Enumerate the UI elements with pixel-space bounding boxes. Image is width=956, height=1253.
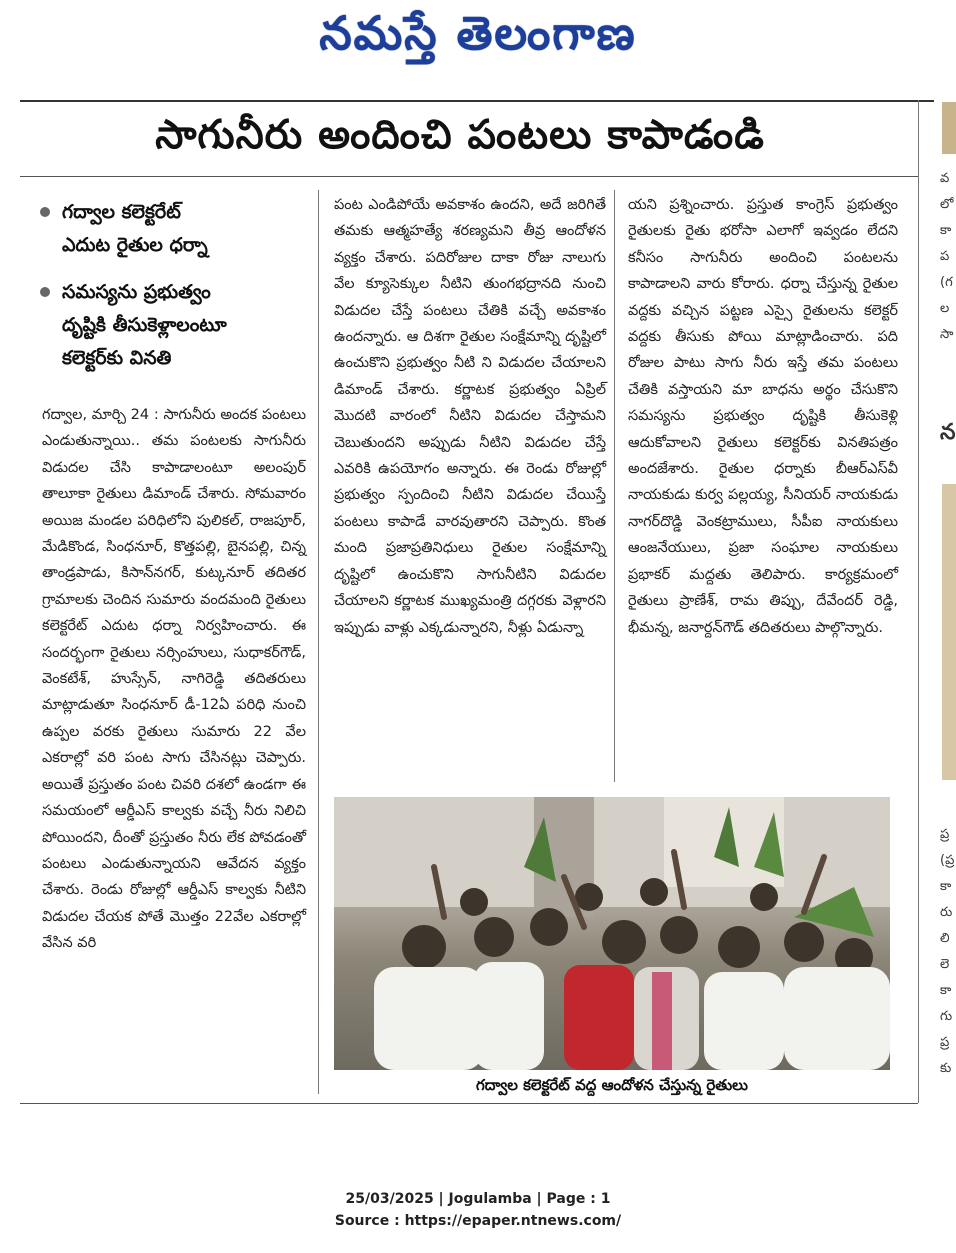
fragment-line: లో <box>940 197 954 212</box>
highlight-text <box>62 196 208 262</box>
column-divider <box>614 190 615 782</box>
highlights <box>40 196 295 389</box>
footer-date-edition: 25/03/2025 | Jogulamba | Page : 1 <box>345 1191 611 1207</box>
fragment-line: (గ <box>940 275 953 290</box>
highlight-line: ఎదుట రైతుల ధర్నా <box>62 234 208 256</box>
fragment-line: ప్ర <box>940 827 950 842</box>
highlight-line: గద్వాల కలెక్టరేట్ <box>62 201 181 223</box>
fragment-line: ప్ర <box>940 1035 950 1050</box>
fragment-line: లె <box>940 957 950 972</box>
adjacent-article-photo <box>942 102 956 154</box>
fragment-line: లి <box>940 931 950 946</box>
masthead: నమస్తే తెలంగాణ <box>319 6 637 60</box>
highlight-item <box>40 196 295 262</box>
adjacent-headline-fragment: న <box>940 420 956 445</box>
news-photo <box>334 797 890 1070</box>
highlight-line: కలెక్టర్‌కు వినతి <box>62 347 172 369</box>
adjacent-article-fragment <box>940 166 953 348</box>
fragment-line: వ <box>940 171 950 186</box>
highlight-item <box>40 276 295 375</box>
fragment-line: ల <box>940 301 950 316</box>
fragment-line: కా <box>940 983 952 998</box>
article-column-3: యని ప్రశ్నించారు. ప్రస్తుత కాంగ్రెస్ ప్రభుత్వం రైతులకు రైతు భరోసా ఎలాగో ఇవ్వడం లేదని కనీసం సాగునీరు అందించి పంటలను కాపాడాలని వారు కోరారు. ధర్నా చేస్తున్న రైతుల వద్దకు వచ్చిన పట్టణ ఎస్సై రైతులను కలెక్టర్ వద్దకు తీసుకు పోయి మాట్లాడించారు. పది రోజుల పాటు సాగు నీరు ఇస్తే తమ పంటలు చేతికి వస్తాయని మా బాధను అర్థం చేసుకొని సమస్యను ప్రభుత్వం దృష్టికి తీసుకెళ్లి ఆదుకోవాలని రైతులు కలెక్టర్‌కు వినతిపత్రం అందజేశారు. రైతుల ధర్నాకు బీఆర్‌ఎస్‌వీ నాయకుడు కుర్వ పల్లయ్య, సీనియర్ నాయకుడు నాగర్‌దొడ్డి వెంకట్రాములు, సీపీఐ నాయకులు ఆంజనేయులు, ప్రజా సంఘాల నాయకులు ప్రభాకర్ మద్దతు తెలిపారు. కార్యక్రమంలో రైతులు ప్రాణేశ్, రామ తిప్పు, దేవేందర్ రెడ్డి, భీమన్న, జనార్దన్‌గౌడ్ తదితరులు పాల్గొన్నారు. <box>628 197 898 636</box>
fragment-line: కా <box>940 223 952 238</box>
highlight-line: సమస్యను ప్రభుత్వం <box>62 281 211 303</box>
fragment-line: సా <box>940 327 954 342</box>
bullet-icon <box>40 287 50 297</box>
photo-caption: గద్వాల కలెక్టరేట్ వద్ద ఆందోళన చేస్తున్న రైతులు <box>476 1076 748 1094</box>
top-rule <box>20 100 934 102</box>
fragment-line: కు <box>940 1061 952 1076</box>
highlight-line: దృష్టికి తీసుకెళ్లాలంటూ <box>62 314 227 336</box>
headline-rule <box>20 176 918 177</box>
bottom-rule <box>20 1103 918 1104</box>
article-column-2: పంట ఎండిపోయే అవకాశం ఉందని, అదే జరిగితే తమకు ఆత్మహత్యే శరణ్యమని తీవ్ర ఆందోళన వ్యక్తం చేశారు. పదిరోజుల దాకా రోజు నాలుగు వేల క్యూసెక్కుల నీటిని తుంగభద్రానది నుంచి విడుదల చేస్తే పంటలు చేతికి వచ్చే అవకాశం ఉందన్నారు. ఆ దిశగా రైతుల సంక్షేమాన్ని దృష్టిలో ఉంచుకొని ప్రభుత్వం నీటి ని విడుదల చేయాలని డిమాండ్ చేశారు. కర్ణాటక ప్రభుత్వం ఏప్రిల్ మొదటి వారంలో నీటిని విడుదల చేస్తామని చెబుతుందని అప్పుడు నీటిని విడుదల చేస్తే ఎవరికి ఉపయోగం అన్నారు. ఈ రెండు రోజుల్లో ప్రభుత్వం స్పందించి నీటిని విడుదల చేయిస్తే పంటలు కాపాడే వారవుతారని చెప్పారు. కొంత మంది ప్రజాప్రతినిధులు రైతుల సంక్షేమాన్ని దృష్టిలో ఉంచుకొని సాగునీటిని విడుదల చేయాలని కర్ణాటక ముఖ్యమంత్రి దగ్గరకు వెళ్లారని ఇప్పుడు వాళ్లు ఎక్కడున్నారని, నీళ్లు ఏడున్నా <box>334 197 606 636</box>
adjacent-article-fragment <box>940 822 954 1082</box>
fragment-line: ప <box>940 249 950 264</box>
bullet-icon <box>40 207 50 217</box>
column-divider <box>318 190 319 1094</box>
fragment-line: రు <box>940 905 953 920</box>
adjacent-article-photo <box>942 484 956 780</box>
fragment-line: కా <box>940 879 952 894</box>
footer-source: Source : https://epaper.ntnews.com/ <box>334 1213 622 1229</box>
headline: సాగునీరు అందించి పంటలు కాపాడండి <box>155 112 765 158</box>
fragment-line: గు <box>940 1009 953 1024</box>
fragment-line: (ప్ర <box>940 853 955 868</box>
article-column-1: గద్వాల, మార్చి 24 : సాగునీరు అందక పంటలు ఎండుతున్నాయి.. తమ పంటలకు సాగునీరు విడుదల చేసి కాపాడాలంటూ అలంపుర్ తాలూకా రైతులు డిమాండ్ చేశారు. సోమవారం అయిజ మండల పరిధిలోని పులికల్, రాజపూర్, మేడికొండ, సింధనూర్, కొత్తపల్లి, బైనపల్లి, చిన్న తాండ్రపాడు, కిసాన్‌నగర్, కుట్కనూర్ తదితర గ్రామాలకు చెందిన సుమారు వందమంది రైతులు కలెక్టరేట్ ఎదుట ధర్నా నిర్వహించారు. ఈ సందర్భంగా రైతులు నర్సింహులు, సుధాకర్‌గౌడ్, వెంకటేశ్, హుస్సేన్, నాగిరెడ్డి తదితరులు మాట్లాడుతూ సింధనూర్ డీ-12ఏ పరిధి నుంచి ఉప్పల వరకు రైతులు సుమారు 22 వేల ఎకరాల్లో వరి పంట సాగు చేసినట్లు చెప్పారు. అయితే ప్రస్తుతం పంట చివరి దశలో ఉండగా ఈ సమయంలో ఆర్డీఎస్ కాల్వకు వచ్చే నీరు నిలిచి పోయిందని, దీంతో ప్రస్తుతం నీరు లేక పోవడంతో పంటలు ఎండుతున్నాయని ఆవేదన వ్యక్తం చేశారు. రెండు రోజుల్లో ఆర్డీఎస్ కాల్వకు నీటిని విడుదల చేయక పోతే మొత్తం 22వేల ఎకరాల్లో వేసిన వరి <box>42 407 306 952</box>
protest-crowd-illustration <box>334 797 890 1070</box>
highlight-text <box>62 276 227 375</box>
page-divider <box>918 100 919 1103</box>
